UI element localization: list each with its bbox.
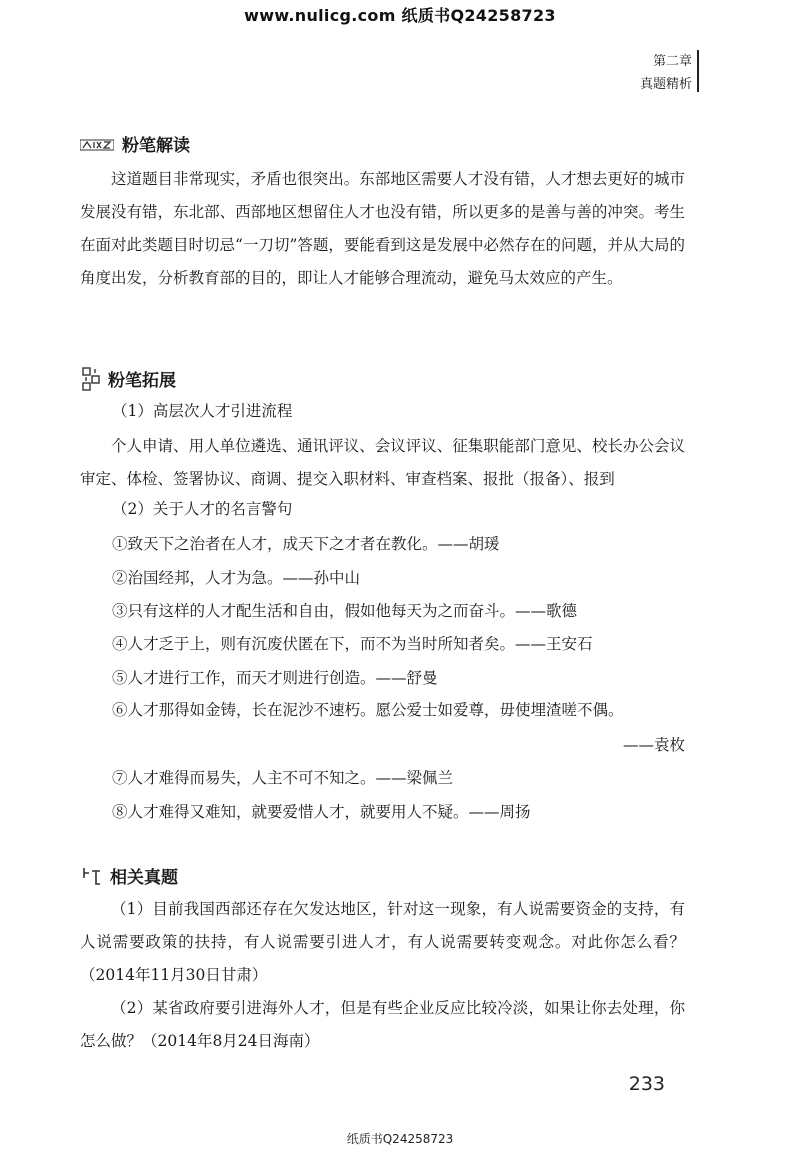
- interpretation-title: 粉笔解读: [122, 136, 190, 156]
- quote-attribution: ——袁枚: [622, 736, 685, 754]
- bottom-watermark: 纸质书Q24258723: [346, 1132, 454, 1146]
- expansion-title: 粉笔拓展: [108, 371, 176, 391]
- pen-logo-icon: [80, 136, 114, 156]
- top-watermark: www.nulicg.com 纸质书Q24258723: [244, 6, 556, 25]
- process-title: （1）高层次人才引进流程: [112, 402, 293, 420]
- related-heading: [82, 863, 178, 891]
- quote-item: ⑤人才进行工作，而天才则进行创造。——舒曼: [112, 669, 438, 687]
- quote-item: ①致天下之治者在人才，成天下之才者在教化。——胡瑗: [112, 535, 500, 553]
- related-icon: [82, 866, 102, 891]
- chapter-number: 第二章: [652, 54, 692, 69]
- expand-icon: [82, 367, 100, 396]
- quote-item: ⑧人才难得又难知，就要爱惜人才，就要用人不疑。——周扬: [112, 803, 531, 821]
- chapter-header: [640, 50, 692, 96]
- chapter-divider: [697, 50, 699, 92]
- quote-item: ④人才乏于上，则有沉废伏匿在下，而不为当时所知者矣。——王安石: [112, 635, 593, 653]
- related-question-1: （1）目前我国西部还存在欠发达地区，针对这一现象，有人说需要资金的支持，有人说需要政策的扶持，有人说需要引进人才，有人说需要转变观念。对此你怎么看？（2014年11月30日甘肃）: [80, 900, 685, 984]
- quotes-title: （2）关于人才的名言警句: [112, 500, 293, 518]
- quote-item: ③只有这样的人才配生活和自由，假如他每天为之而奋斗。——歌德: [112, 602, 578, 620]
- quote-item: ⑥人才那得如金铸，长在泥沙不速朽。愿公爱士如爱尊，毋使埋渣嗟不偶。: [112, 701, 624, 719]
- chapter-subtitle: 真题精析: [639, 77, 692, 92]
- process-body: 个人申请、用人单位遴选、通讯评议、会议评议、征集职能部门意见、校长办公会议审定、体检、签署协议、商调、提交入职材料、审查档案、报批（报备）、报到: [80, 437, 685, 488]
- related-question-2: （2）某省政府要引进海外人才，但是有些企业反应比较冷淡，如果让你去处理，你怎么做？（2014年8月24日海南）: [80, 999, 685, 1050]
- quote-item: ②治国经邦，人才为急。——孙中山: [112, 569, 361, 587]
- interpretation-heading: [80, 131, 190, 156]
- expansion-heading: [82, 366, 176, 396]
- interpretation-paragraph: 这道题目非常现实，矛盾也很突出。东部地区需要人才没有错，人才想去更好的城市发展没有错，东北部、西部地区想留住人才也没有错，所以更多的是善与善的冲突。考生在面对此类题目时切忌“一刀切”答题，要能看到这是发展中必然存在的问题，并从大局的角度出发，分析教育部的目的，即让人才能够合理流动，避免马太效应的产生。: [80, 170, 685, 287]
- related-title: 相关真题: [110, 868, 178, 888]
- page-number: 233: [628, 1073, 665, 1095]
- quote-item: ⑦人才难得而易失，人主不可不知之。——梁佩兰: [112, 769, 454, 787]
